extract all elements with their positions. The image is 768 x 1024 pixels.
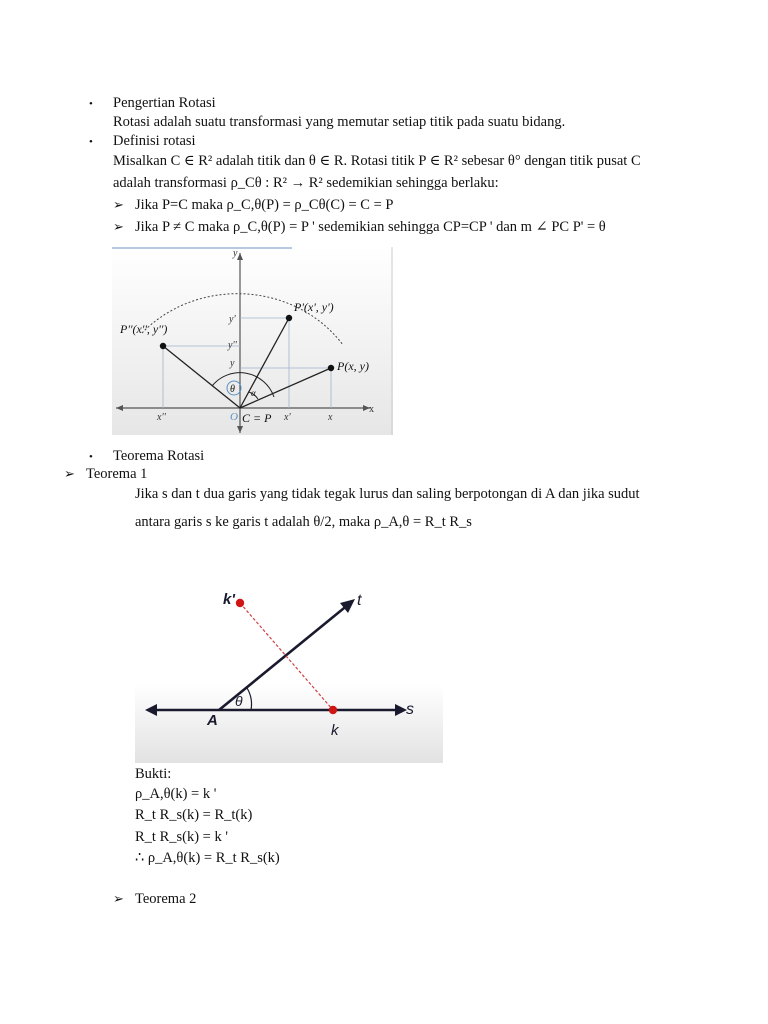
- k-label: k: [331, 722, 339, 739]
- proof-line-2: R_t R_s(k) = R_t(k): [135, 807, 253, 823]
- definisi-item-1: Jika P=C maka ρ_C,θ(P) = ρ_Cθ(C) = C = P: [135, 197, 394, 213]
- y-axis-label: y: [233, 248, 238, 259]
- p-prime-label: P'(x', y'): [294, 300, 334, 314]
- x-tick: x: [328, 412, 333, 423]
- s-label: s: [406, 701, 414, 718]
- list-bullet: •: [89, 136, 93, 148]
- theta-label: θ: [235, 693, 243, 709]
- x-axis-label: x: [369, 404, 374, 415]
- proof-line-3: R_t R_s(k) = k ': [135, 829, 228, 845]
- heading-pengertian-rotasi: Pengertian Rotasi: [113, 95, 216, 111]
- y-prime-tick: y': [229, 314, 236, 325]
- pengertian-text: Rotasi adalah suatu transformasi yang memutar setiap titik pada suatu bidang.: [113, 114, 566, 130]
- heading-definisi-rotasi: Definisi rotasi: [113, 133, 196, 149]
- definisi-line-1: Misalkan C ∈ R² adalah titik dan θ ∈ R. Rotasi titik P ∈ R² sebesar θ° dengan titik pusat C: [113, 153, 641, 169]
- list-bullet: •: [89, 98, 93, 110]
- rotation-diagram: [112, 247, 393, 435]
- p-label: P(x, y): [337, 359, 369, 373]
- definisi-item-2: Jika P ≠ C maka ρ_C,θ(P) = P ' sedemikian sehingga CP=CP ' dan m ∠ PC P' = θ: [135, 219, 606, 235]
- c-equals-p-label: C = P: [242, 411, 272, 425]
- teorema-1-line-1: Jika s dan t dua garis yang tidak tegak lurus dan saling berpotongan di A dan jika sudut: [135, 486, 640, 502]
- x-prime-tick: x': [284, 412, 291, 423]
- t-label: t: [357, 592, 362, 609]
- reflection-diagram: [135, 565, 443, 763]
- proof-line-4: ∴ ρ_A,θ(k) = R_t R_s(k): [135, 850, 280, 866]
- heading-teorema-rotasi: Teorema Rotasi: [113, 448, 205, 464]
- y-double-prime-tick: y'': [228, 340, 237, 351]
- list-bullet: •: [89, 451, 93, 463]
- origin-label: O: [230, 411, 238, 423]
- y-tick: y: [230, 358, 235, 369]
- arrow-bullet: ➢: [113, 891, 124, 906]
- teorema-1-title: Teorema 1: [86, 466, 148, 482]
- a-label: A: [207, 712, 218, 729]
- arrow-bullet: ➢: [64, 466, 75, 481]
- x-double-prime-tick: x'': [157, 412, 166, 423]
- proof-line-1: ρ_A,θ(k) = k ': [135, 786, 217, 802]
- arrow-bullet: ➢: [113, 197, 124, 212]
- alpha-label: α: [251, 388, 256, 398]
- theta-label: θ: [230, 384, 235, 395]
- p-double-prime-label: P''(x'', y''): [120, 322, 168, 336]
- definisi-line-2: adalah transformasi ρ_Cθ : R² → R² sedemikian sehingga berlaku:: [113, 175, 499, 191]
- teorema-1-line-2: antara garis s ke garis t adalah θ/2, maka ρ_A,θ = R_t R_s: [135, 514, 472, 530]
- arrow-bullet: ➢: [113, 219, 124, 234]
- k-prime-label: k': [223, 591, 235, 608]
- teorema-2-title: Teorema 2: [135, 891, 197, 907]
- bukti-title: Bukti:: [135, 766, 172, 782]
